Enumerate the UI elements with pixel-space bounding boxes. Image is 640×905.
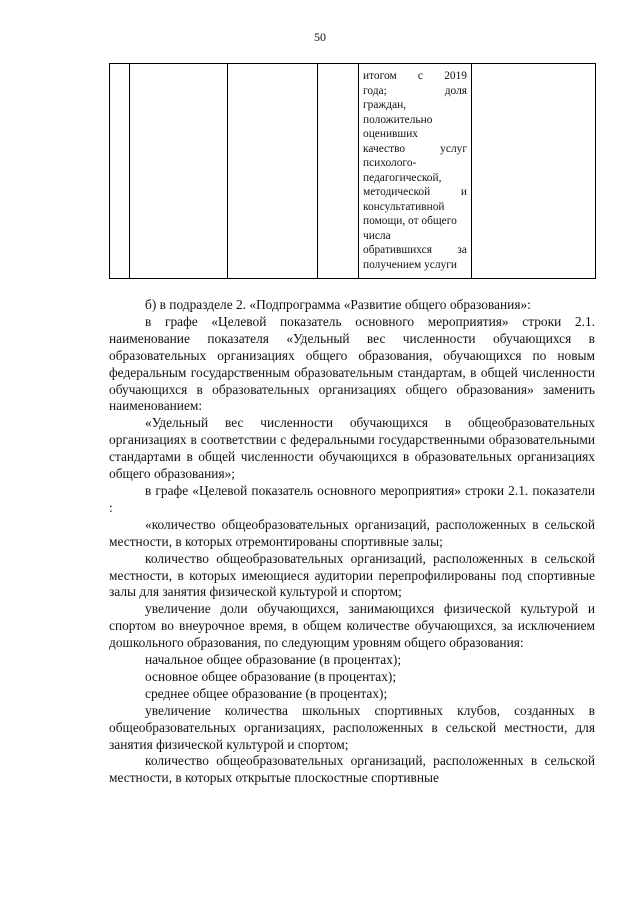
page-number: 50	[314, 30, 326, 44]
paragraph: «Удельный вес численности обучающихся в общеобразовательных организациях в соответствии с федеральными государственными образовательными стандартами в общей численности обучающихся в образовательных организациях общего образования»;	[109, 415, 595, 482]
cell-line: помощи, от общего	[363, 215, 457, 227]
table-cell-empty	[130, 64, 228, 279]
paragraph: б) в подразделе 2. «Подпрограмма «Развитие общего образования»:	[145, 297, 531, 312]
paragraph: в графе «Целевой показатель основного мероприятия» строки 2.1. показатели :	[109, 482, 595, 515]
cell-line: педагогической,	[363, 171, 442, 184]
paragraph: основное общее образование (в процентах);	[145, 668, 397, 684]
table-cell-indicator	[359, 64, 472, 279]
cell-line: обратившихся за	[363, 244, 467, 256]
cell-line: числа	[363, 229, 391, 242]
table-fragment	[109, 63, 596, 279]
paragraph: начальное общее образование (в процентах);	[145, 652, 402, 668]
paragraph: увеличение доли обучающихся, занимающихся физической культурой и спортом во внеурочное время, в общем количестве обучающихся, за исключением дошкольного образования, по следующим уровням общего образования:	[109, 601, 595, 651]
cell-line: итогом с 2019	[363, 70, 467, 82]
document-body	[109, 297, 595, 787]
paragraph: в графе «Целевой показатель основного мероприятия» строки 2.1. наименование показателя «Удельный вес численности обучающихся в образовательных организациях общего образования, обучающихся по новым федеральным государственным образовательным стандартам, в общей численности обучающихся в образовательных организациях общего образования» заменить наименованием:	[109, 313, 595, 414]
paragraph: увеличение количества школьных спортивных клубов, созданных в общеобразовательных организациях, расположенных в сельской местности, для занятия физической культурой и спортом;	[109, 702, 595, 752]
indicator-text	[359, 64, 471, 275]
cell-line: граждан,	[363, 99, 407, 111]
cell-line: года; доля	[363, 84, 467, 97]
cell-line: оценивших	[363, 128, 418, 140]
table-cell-empty	[318, 64, 359, 279]
paragraph: количество общеобразовательных организаций, расположенных в сельской местности, в которых имеющиеся аудитории перепрофилированы под спортивные залы для занятия физической культурой и спортом;	[109, 550, 595, 600]
table-cell-empty	[228, 64, 318, 279]
cell-line: методической и	[363, 186, 467, 198]
cell-line: психолого-	[363, 157, 417, 169]
paragraph: среднее общее образование (в процентах);	[145, 685, 388, 701]
cell-line: получением услуги	[363, 258, 458, 271]
cell-line: качество услуг	[363, 142, 467, 155]
table-cell-empty	[472, 64, 596, 279]
cell-line: консультативной	[363, 200, 445, 213]
paragraph: количество общеобразовательных организаций, расположенных в сельской местности, в которых открытые плоскостные спортивные	[109, 753, 595, 786]
cell-line: положительно	[363, 113, 433, 126]
paragraph: «количество общеобразовательных организаций, расположенных в сельской местности, в которых отремонтированы спортивные залы;	[109, 516, 595, 549]
table-cell-empty	[110, 64, 130, 279]
